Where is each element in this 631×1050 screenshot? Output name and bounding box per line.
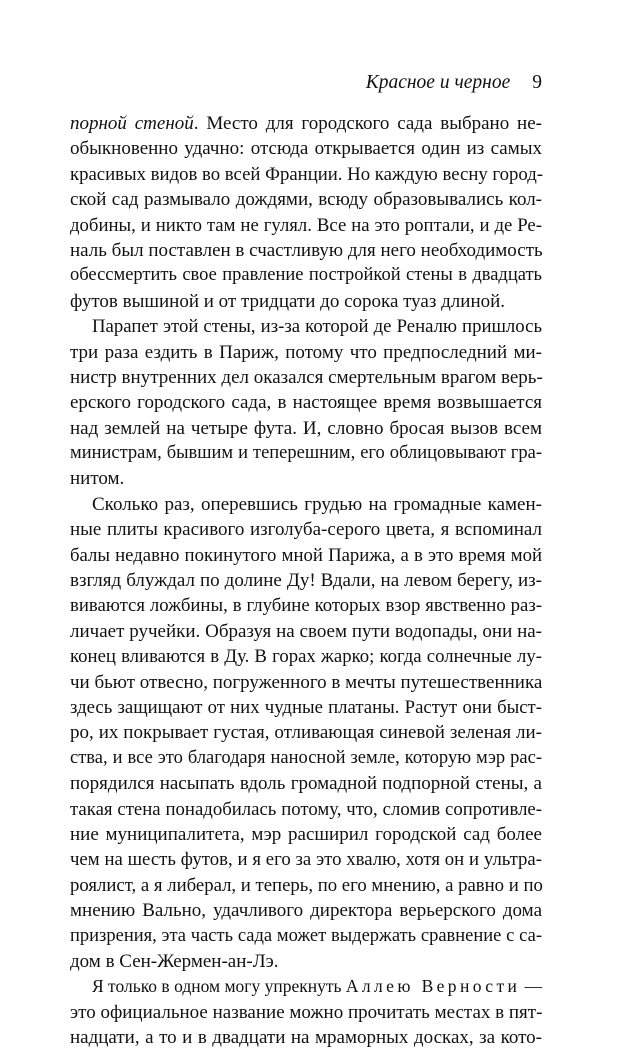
text-line: три раза ездить в Париж, потому что предпоследний ми-	[70, 341, 542, 363]
text-line: чем на шесть футов, и я его за это хвалю, хотя он и ультра-	[70, 849, 542, 871]
text-line: Парапет этой стены, из-за которой де Реналю пришлось	[92, 316, 542, 338]
paragraph-4	[70, 974, 542, 1050]
text-line: личает ручейки. Образуя на своем пути водопады, они на-	[70, 620, 542, 642]
italic-phrase: порной стеной	[70, 113, 194, 134]
text-line: чи бьют отвесно, погруженного в мечты путешественника	[70, 671, 543, 693]
text-line: порядился насыпать вдоль громадной подпорной стены, а	[70, 773, 542, 795]
text-line: такая стена понадобилась потому, что, сломив сопротивле-	[70, 798, 542, 820]
text-line	[70, 974, 542, 999]
text-line: надцати, а то и в двадцати на мраморных досках, за кото-	[70, 1027, 542, 1049]
text-line: здесь защищают от них чудные платаны. Растут они быст-	[70, 696, 542, 718]
body-text	[70, 111, 542, 1050]
text-line: это официальное название можно прочитать местах в пят-	[70, 1001, 543, 1023]
running-header	[366, 70, 542, 96]
text-line: наль был поставлен в счастливую для него необходимость	[70, 239, 543, 261]
text-line: мнению Вально, удачливого директора верьерского дома	[70, 900, 542, 922]
paragraph-2	[70, 314, 542, 492]
text-line: футов вышиной и от тридцати до сорока туаз длиной.	[70, 290, 506, 312]
text-line: дом в Сен-Жермен-ан-Лэ.	[70, 950, 279, 972]
text-line: ные плиты красивого изголуба-серого цвета, я вспоминал	[70, 519, 542, 541]
text-line: ства, и все это благодаря наносной земле, которую мэр рас-	[70, 747, 542, 768]
text-line: конец вливаются в Ду. В горах жарко; когда солнечные лу-	[70, 646, 542, 668]
text-line: красивых видов во всей Франции. Но каждую весну город-	[70, 163, 544, 185]
text-line: нитом.	[70, 468, 125, 490]
text-line: нистр внутренних дел оказался смертельным врагом верь-	[70, 366, 543, 388]
spaced-name: Аллею Верности	[345, 976, 521, 997]
text-line: ерского городского сада, в настоящее время возвышается	[70, 392, 542, 414]
book-title: Красное и черное	[365, 72, 511, 93]
text-line: виваются ложбины, в глубине которых взор явственно раз-	[70, 595, 542, 617]
text-line: добины, и никто там не гулял. Все на это роптали, и де Ре-	[70, 214, 542, 236]
text-line: Сколько раз, оперевшись грудью на громадные камен-	[92, 493, 542, 515]
text-span: —	[520, 976, 543, 997]
text-line: призрения, эта часть сада может выдержать сравнение с са-	[70, 925, 542, 946]
text-line: министрам, бывшим и теперешним, его облицовывают гра-	[70, 443, 542, 464]
text-line: ской сад размывало дождями, всюду образовывались кол-	[70, 189, 542, 211]
page-number: 9	[532, 72, 542, 93]
text-line: обессмертить свое правление постройкой стены в двадцать	[70, 265, 542, 286]
text-line: ние муниципалитета, мэр расширил городской сад более	[70, 823, 542, 845]
text-line: балы недавно покинутого мной Парижа, а в это время мой	[70, 544, 542, 566]
text-line: ро, их покрывает густая, отливающая синевой зеленая ли-	[70, 722, 542, 744]
paragraph-1	[70, 111, 542, 314]
text-line: взгляд блуждал по долине Ду! Вдали, на левом берегу, из-	[70, 570, 542, 592]
text-line	[70, 111, 542, 136]
paragraph-3	[70, 492, 542, 974]
text-line: над землей на четыре фута. И, словно бросая вызов всем	[70, 417, 542, 439]
text-line: роялист, а я либерал, и теперь, по его мнению, а равно и по	[70, 874, 543, 896]
text-line: обыкновенно удачно: отсюда открывается один из самых	[70, 138, 542, 160]
text-span: . Место для городского сада выбрано не-	[193, 113, 542, 134]
text-span: Я только в одном могу упрекнуть	[92, 976, 346, 997]
